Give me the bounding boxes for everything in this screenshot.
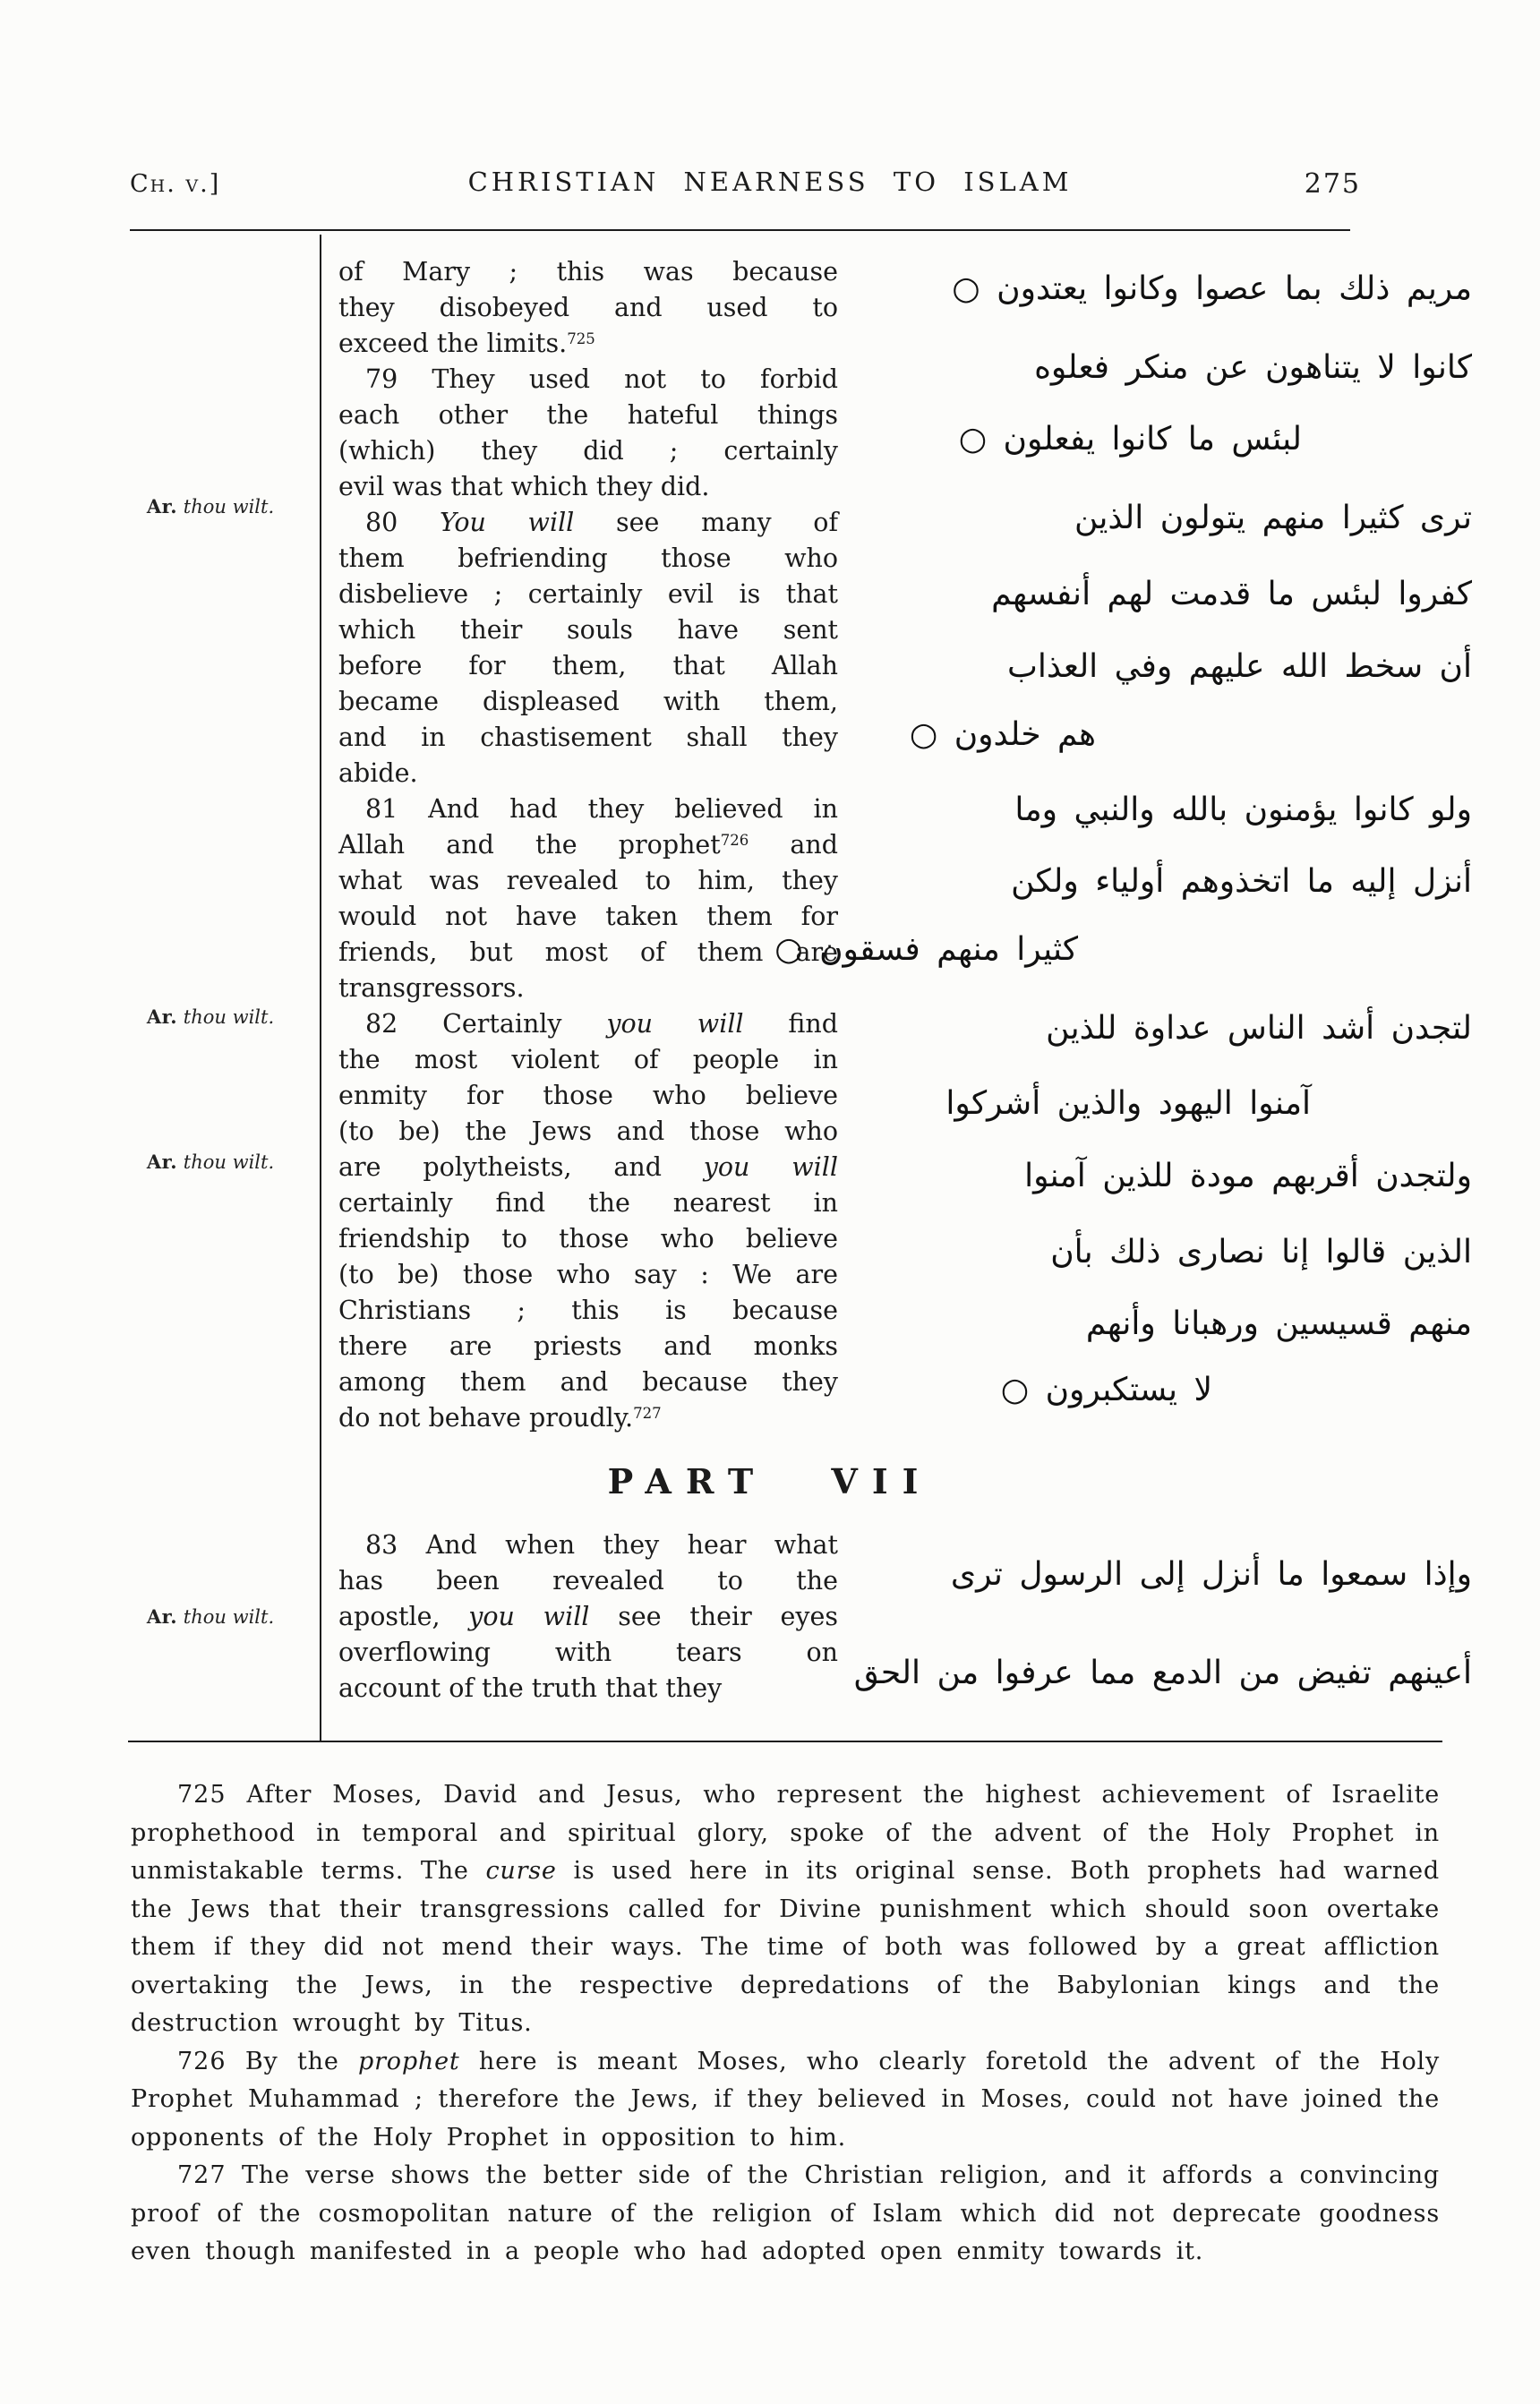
- verse-line: each other the hateful things: [338, 400, 838, 430]
- verse-line: and in chastisement shall they: [338, 723, 838, 752]
- verse-line: disbelieve ; certainly evil is that: [338, 579, 838, 609]
- verse-line: which their souls have sent: [338, 615, 838, 645]
- verse-line: there are priests and monks: [338, 1331, 838, 1361]
- arabic-verse-line: أن سخط الله عليهم وفي العذاب: [1007, 648, 1472, 685]
- arabic-verse-line: هم خلدون ○: [909, 716, 1096, 753]
- verse-line: Christians ; this is because: [338, 1296, 838, 1325]
- verse-line: friends, but most of them are: [338, 937, 838, 967]
- footnote-number: 727: [177, 2161, 227, 2189]
- footnote-number: 725: [177, 1781, 227, 1809]
- arabic-verse-line: ولتجدن أقربهم مودة للذين آمنوا: [1024, 1158, 1472, 1194]
- verse-line: 80 You will see many of: [365, 508, 838, 537]
- footnote-rule: [128, 1741, 1442, 1742]
- verse-line: (to be) those who say : We are: [338, 1260, 838, 1289]
- verse-line: (which) they did ; certainly: [338, 436, 838, 466]
- verse-line: 83 And when they hear what: [365, 1530, 838, 1560]
- arabic-verse-line: وإذا سمعوا ما أنزل إلى الرسول ترى: [950, 1556, 1472, 1593]
- arabic-verse-line: منهم قسيسين ورهبانا وأنهم: [1085, 1305, 1472, 1342]
- verse-line: of Mary ; this was because: [338, 257, 838, 287]
- verse-line: has been revealed to the: [338, 1566, 838, 1596]
- footnote: 726 By the prophet here is meant Moses, who clearly foretold the advent of the Holy Prophet Muhammad ; therefore the Jews, if they believed in Moses, could not have joined the opponents of the Holy Prophet in opposition to him.: [131, 2047, 1441, 2152]
- translation-column-part7: [338, 1527, 838, 1707]
- margin-note: Ar. thou wilt.: [146, 1151, 275, 1173]
- arabic-verse-line: أنزل إليه ما اتخذوهم أولياء ولكن: [1011, 863, 1472, 900]
- margin-note: Ar. thou wilt.: [146, 1005, 275, 1028]
- arabic-verse-line: لبئس ما كانوا يفعلون ○: [958, 421, 1302, 458]
- arabic-verse-line: لتجدن أشد الناس عداوة للذين: [1046, 1010, 1472, 1047]
- arabic-verse-line: الذين قالوا إنا نصارى ذلك بأن: [1050, 1234, 1472, 1270]
- arabic-verse-line: ترى كثيرا منهم يتولون الذين: [1074, 500, 1472, 536]
- arabic-verse-line: كفروا لبئس ما قدمت لهم أنفسهم: [991, 576, 1472, 612]
- arabic-verse-line: كثيرا منهم فسقون ○: [774, 931, 1078, 968]
- chapter-label: Ch. v.]: [130, 170, 221, 198]
- margin-column-rule: [320, 235, 321, 1741]
- arabic-verse-line: أعينهم تفيض من الدمع مما عرفوا من الحق: [853, 1655, 1472, 1691]
- verse-line: do not behave proudly.$^{727}$: [338, 1403, 662, 1433]
- verse-line: they disobeyed and used to: [338, 293, 838, 322]
- verse-line: among them and because they: [338, 1367, 838, 1397]
- part-heading: PART VII: [607, 1461, 933, 1501]
- verse-line: what was revealed to him, they: [338, 866, 838, 895]
- footnotes-section: [131, 1776, 1440, 2271]
- translation-column: [338, 254, 838, 1436]
- verse-line: became displeased with them,: [338, 687, 838, 716]
- verse-line: certainly find the nearest in: [338, 1188, 838, 1218]
- margin-note: Ar. thou wilt.: [146, 495, 275, 518]
- verse-line: would not have taken them for: [338, 902, 838, 931]
- verse-line: evil was that which they did.: [338, 472, 710, 501]
- verse-line: overflowing with tears on: [338, 1638, 838, 1667]
- verse-line: abide.: [338, 758, 418, 788]
- verse-line: account of the truth that they: [338, 1673, 723, 1703]
- verse-line: before for them, that Allah: [338, 651, 838, 680]
- arabic-verse-line: كانوا لا يتناهون عن منكر فعلوه: [1034, 349, 1472, 386]
- page-number: 275: [1304, 168, 1361, 200]
- verse-line: are polytheists, and you will: [338, 1152, 838, 1182]
- arabic-verse-line: آمنوا اليهود والذين أشركوا: [945, 1085, 1311, 1122]
- verse-line: transgressors.: [338, 973, 525, 1003]
- verse-line: them befriending those who: [338, 543, 838, 573]
- footnote-number: 726: [177, 2047, 227, 2075]
- arabic-verse-line: ولو كانوا يؤمنون بالله والنبي وما: [1014, 791, 1472, 828]
- verse-line: (to be) the Jews and those who: [338, 1116, 838, 1146]
- margin-note: Ar. thou wilt.: [146, 1605, 275, 1628]
- verse-line: the most violent of people in: [338, 1045, 838, 1074]
- verse-line: friendship to those who believe: [338, 1224, 838, 1253]
- verse-line: 79 They used not to forbid: [365, 364, 838, 394]
- verse-line: Allah and the prophet$^{726}$ and: [338, 830, 838, 860]
- footnote: 725 After Moses, David and Jesus, who represent the highest achievement of Israelite prophethood in temporal and spiritual glory, spoke of the advent of the Holy Prophet in unmistakable terms. The curse is used here in its original sense. Both prophets had warned the Jews that their transgressions called for Divine punishment which should soon overtake them if they did not mend their ways. The time of both was followed by a great affliction overtaking the Jews, in the respective depredations of the Babylonian kings and the destruction wrought by Titus.: [131, 1781, 1440, 2037]
- verse-line: apostle, you will see their eyes: [338, 1602, 838, 1631]
- verse-line: exceed the limits.$^{725}$: [338, 329, 595, 358]
- verse-line: enmity for those who believe: [338, 1081, 838, 1110]
- verse-line: 82 Certainly you will find: [365, 1009, 838, 1039]
- arabic-verse-line: لا يستكبرون ○: [1000, 1372, 1212, 1408]
- arabic-verse-line: مريم ذلك بما عصوا وكانوا يعتدون ○: [952, 270, 1472, 307]
- verse-line: 81 And had they believed in: [365, 794, 838, 824]
- footnote: 727 The verse shows the better side of the Christian religion, and it affords a convincing proof of the cosmopolitan nature of the religion of Islam which did not deprecate goodness even though manifested in a people who had adopted open enmity towards it.: [131, 2161, 1440, 2265]
- page-title: CHRISTIAN NEARNESS TO ISLAM: [467, 167, 1073, 197]
- arabic-text-column: [774, 0, 1472, 1741]
